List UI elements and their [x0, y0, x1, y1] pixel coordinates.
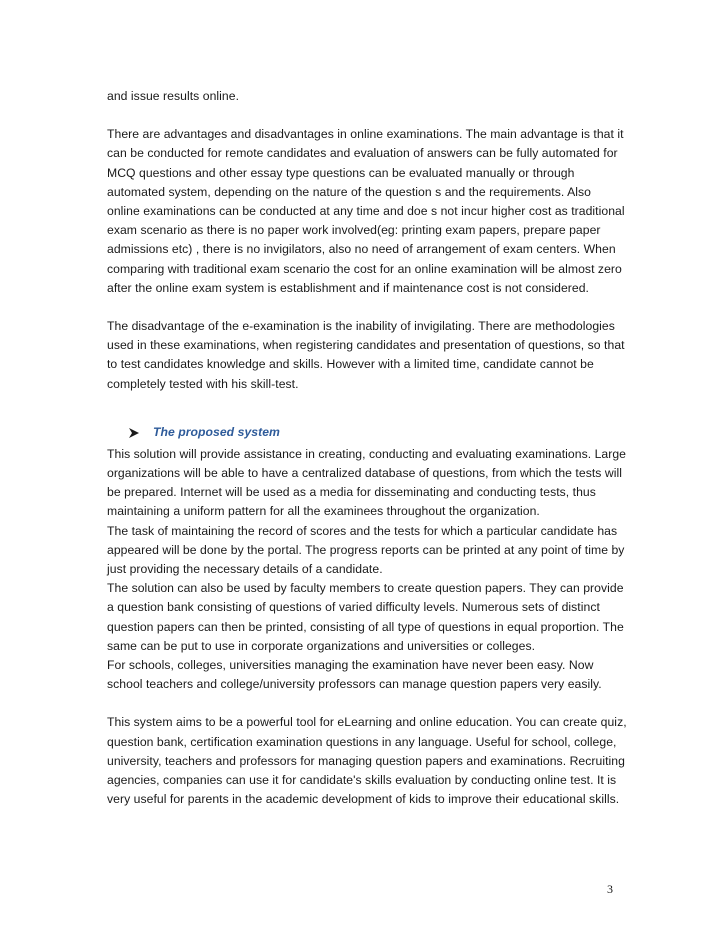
spacer: [107, 106, 627, 125]
paragraph-solution-overview: This solution will provide assistance in creating, conducting and evaluating examinations. Large organizations will be able to have a centralized database of questions, from which the tests will be prepared. Internet will be used as a media for disseminating and conducting tests, thus maintaining a uniform pattern for all the examinees throughout the organization.: [107, 446, 627, 519]
arrow-bullet-icon: [127, 425, 141, 439]
page-number: 3: [607, 882, 613, 896]
spacer: [107, 694, 627, 713]
spacer: [107, 394, 627, 423]
paragraph-tool: This system aims to be a powerful tool for eLearning and online education. You can create quiz, question bank, certification examination questions in any language. Useful for school, college, university, teachers and professors for managing question papers and examinations. Recruiting agencies, companies can use it for candidate's skills evaluation by conducting online test. It is very useful for parents in the academic development of kids to improve their educational skills.: [107, 715, 627, 807]
page-body: [107, 87, 627, 810]
section-heading: [127, 423, 627, 442]
paragraph-solution-schools: For schools, colleges, universities managing the examination have never been easy. Now school teachers and college/university professors can manage question papers very easily.: [107, 658, 602, 692]
paragraph-advantages: There are advantages and disadvantages in online examinations. The main advantage is that it can be conducted for remote candidates and evaluation of answers can be fully automated for MCQ questions and other essay type questions can be evaluated manually or through automated system, depending on the nature of the question s and the requirements. Also online examinations can be conducted at any time and doe s not incur higher cost as traditional exam scenario as there is no paper work involved(eg: printing exam papers, prepare paper admissions etc) , there is no invigilators, also no need of arrangement of exam centers. When comparing with traditional exam scenario the cost for an online examination will be almost zero after the online exam system is establishment and if maintenance cost is not considered.: [107, 127, 625, 295]
spacer: [107, 298, 627, 317]
intro-fragment: and issue results online.: [107, 89, 240, 103]
paragraph-solution-records: The task of maintaining the record of scores and the tests for which a particular candidate has appeared will be done by the portal. The progress reports can be printed at any point of time by just providing the necessary details of a candidate.: [107, 523, 625, 577]
paragraph-disadvantage: The disadvantage of the e-examination is the inability of invigilating. There are methodologies used in these examinations, when registering candidates and presentation of questions, so that to test candidates knowledge and skills. However with a limited time, candidate cannot be completely tested with his skill-test.: [107, 319, 625, 391]
section-title: The proposed system: [153, 424, 280, 439]
paragraph-solution-faculty: The solution can also be used by faculty members to create question papers. They can provide a question bank consisting of questions of varied difficulty levels. Numerous sets of distinct question papers can then be printed, consisting of all type of questions in equal proportion. The same can be put to use in corporate organizations and universities or colleges.: [107, 581, 624, 653]
